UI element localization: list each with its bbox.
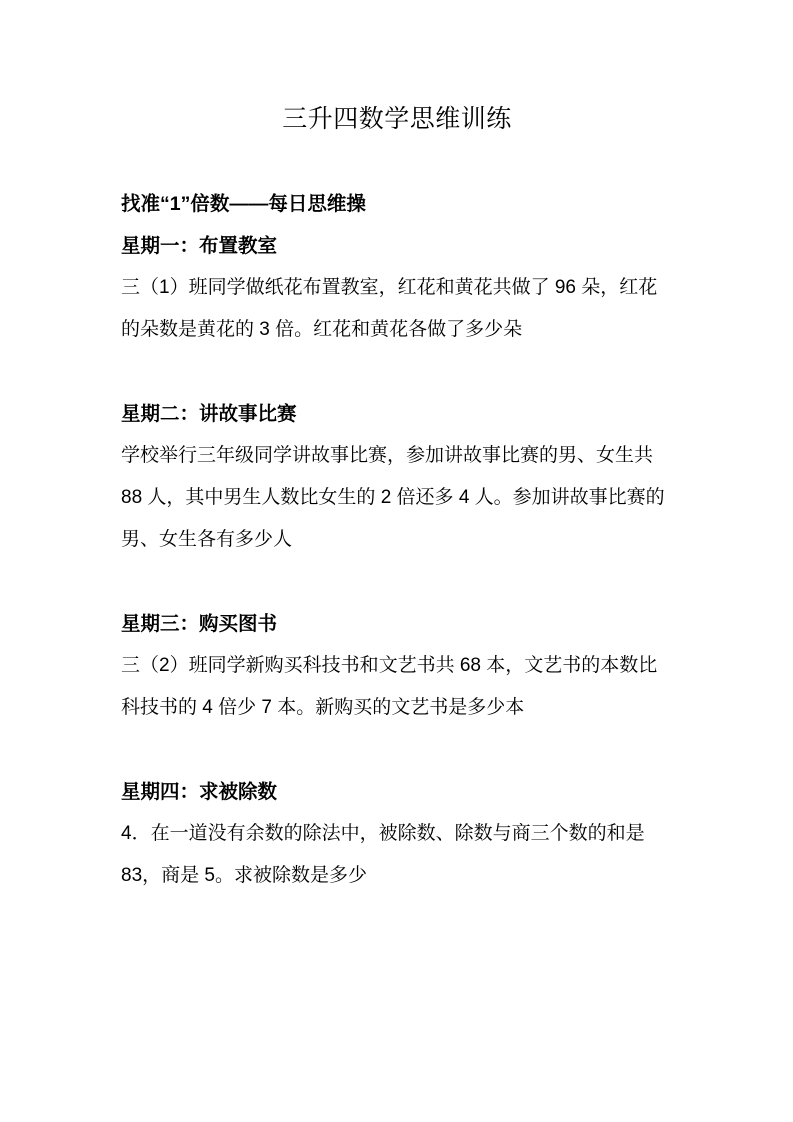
day-heading-tuesday: 星期二：讲故事比赛 (121, 403, 297, 425)
day-heading-wednesday: 星期三：购买图书 (121, 613, 278, 635)
document-title: 三升四数学思维训练 (282, 105, 512, 133)
document-body (121, 183, 673, 897)
section-wednesday (121, 603, 673, 729)
problem-text-thursday: 4．在一道没有余数的除法中，被除数、除数与商三个数的和是 83，商是 5。求被除数是多少 (121, 823, 645, 886)
day-heading-monday: 星期一：布置教室 (121, 235, 278, 257)
day-heading-thursday: 星期四：求被除数 (121, 781, 278, 803)
exercise-set-heading: 找准“1”倍数——每日思维操 (121, 193, 366, 215)
section-tuesday (121, 393, 673, 561)
problem-text-tuesday: 学校举行三年级同学讲故事比赛，参加讲故事比赛的男、女生共 88 人，其中男生人数比女生的 2 倍还多 4 人。参加讲故事比赛的男、女生各有多少人 (121, 445, 665, 550)
section-monday (121, 225, 673, 351)
section-thursday (121, 771, 673, 897)
problem-text-monday: 三（1）班同学做纸花布置教室，红花和黄花共做了 96 朵，红花的朵数是黄花的 3 倍。红花和黄花各做了多少朵 (121, 277, 658, 340)
problem-text-wednesday: 三（2）班同学新购买科技书和文艺书共 68 本，文艺书的本数比科技书的 4 倍少 7 本。新购买的文艺书是多少本 (121, 655, 658, 718)
